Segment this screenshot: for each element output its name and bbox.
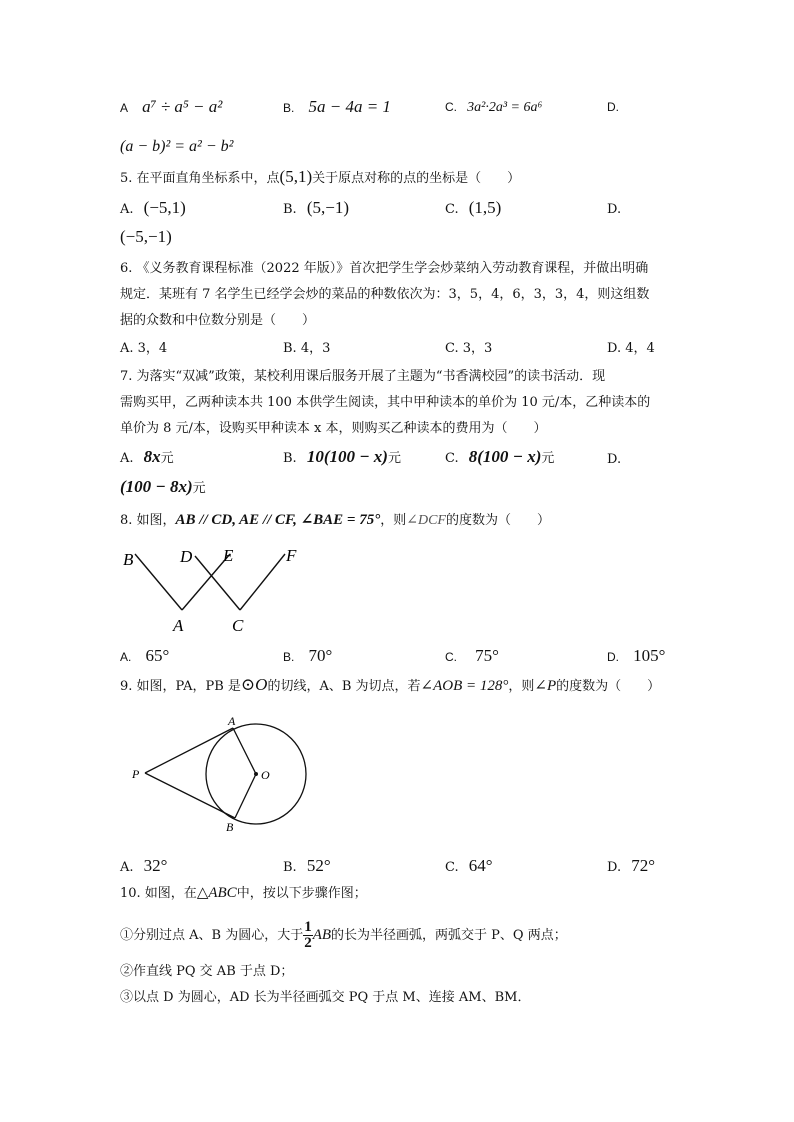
q8-option-d-label: D. [607,650,619,664]
q9-option-c [445,857,493,877]
q8-option-d-value: 105° [633,646,666,665]
q9-option-d-value: 72° [631,856,656,875]
q10-fraction-denominator: 2 [304,935,312,951]
q9-option-d [607,857,655,877]
q8-stem [120,511,550,530]
q4-option-c-label: C. [445,100,457,114]
q10-step-1-text: ①分别过点 A、B 为圆心，大于 [120,928,304,943]
q4-option-a-expr: a⁷ ÷ a⁵ − a² [142,97,223,116]
q7-option-c [445,448,554,468]
q9-circle-symbol: ⊙O [240,675,268,694]
q5-option-d-label: D. [607,202,622,217]
q7-option-d-expr-line [120,478,206,498]
q8-option-c-label: C. [445,650,457,664]
q10-step-1-ab: AB [312,927,332,943]
q8-option-a-label: A. [120,650,132,664]
q7-option-a [120,448,174,468]
q4-option-d-expr-line [120,138,233,157]
q4-option-a [120,98,222,118]
q10-fraction [303,920,313,951]
q10-fraction-numerator: 1 [304,919,312,935]
q10-triangle: △ABC [196,885,237,901]
q5-option-a-value: (−5,1) [143,198,186,217]
q4-option-c-expr: 3a²·2a³ = 6a⁶ [467,100,543,115]
q7-option-b-expr: 10(100 − x) [306,447,388,466]
q7-option-b-unit: 元 [387,451,401,466]
q5-option-d [607,201,621,219]
q7-option-a-unit: 元 [160,451,174,466]
q9-option-b-label: B. [283,860,297,875]
q7-line-2: 需购买甲，乙两种读本共 100 本供学生阅读，其中甲种读本的单价为 10 元/本，乙种读本的 [120,395,651,410]
q9-radius-ob [235,774,256,818]
q9-tangent-pa [145,728,233,773]
q5-option-a-label: A. [120,202,134,217]
q10-step-1 [120,920,567,951]
q7-option-c-expr: 8(100 − x) [468,447,542,466]
q8-option-b [283,647,332,667]
q5-stem-tail: 关于原点对称的点的坐标是（ ） [312,171,521,186]
q6-line-3: 据的众数和中位数分别是（ ） [120,313,316,328]
q7-option-a-label: A. [120,451,134,466]
q8-stem-then: ，则 [380,513,407,528]
q8-figure [118,542,318,642]
q7-option-c-label: C. [445,451,459,466]
q8-label-b: B [123,550,134,569]
q5-point: (5,1) [279,167,313,186]
q10-step-2: ②作直线 PQ 交 AB 于点 D； [120,964,294,979]
q8-segment-ba [135,554,182,610]
q7-option-d-unit: 元 [192,481,206,496]
q9-option-b [283,857,331,877]
q8-stem-text: 8. 如图， [120,513,176,528]
q9-label-a: A [228,714,236,728]
q9-option-b-value: 52° [306,856,331,875]
q9-option-a-label: A. [120,860,134,875]
q8-option-a [120,647,169,667]
q7-line-3: 单价为 8 元/本，设购买甲种读本 x 本，则购买乙种读本的费用为（ ） [120,421,547,436]
q4-option-b-expr: 5a − 4a = 1 [308,97,391,116]
q9-label-p: P [132,767,140,781]
q4-option-b [283,98,391,118]
q9-stem-text: 9. 如图，PA，PB 是 [120,679,241,694]
q9-option-c-label: C. [445,860,459,875]
q8-stem-angle: ∠DCF [406,513,446,528]
q5-option-d-value: (−5,−1) [120,227,172,246]
q6-option-c: C. 3，3 [445,341,493,356]
q5-stem [120,168,520,188]
q7-line-1: 7. 为落实“双减”政策，某校利用课后服务开展了主题为“书香满校园”的读书活动．现 [120,369,606,384]
q9-radius-oa [233,728,256,774]
q5-stem-text: 5. 在平面直角坐标系中，点 [120,171,280,186]
q8-option-b-label: B. [283,650,295,664]
q8-option-c [445,647,499,667]
q9-tangent-pb [145,773,235,818]
q5-option-b-label: B. [283,202,297,217]
q9-stem-then: ，则 [508,679,535,694]
q9-label-o: O [261,768,270,782]
q5-option-c [445,199,501,219]
q5-option-b [283,199,349,219]
q8-option-c-value: 75° [475,646,499,665]
q9-option-a [120,857,167,877]
q7-option-d [607,451,621,469]
q4-option-d-label: D. [607,100,619,114]
q6-option-b: B. 4，3 [283,341,331,356]
q5-option-a [120,199,186,219]
q9-option-d-label: D. [607,860,622,875]
q5-option-d-value-line [120,228,172,248]
q10-stem-text: 10. 如图，在 [120,886,197,901]
q4-option-d [607,98,619,117]
q9-stem-tail: 的度数为（ ） [556,679,661,694]
q4-option-b-label: B. [283,101,295,115]
q9-label-b: B [226,820,234,834]
q8-stem-tail: 的度数为（ ） [445,513,550,528]
q6-option-a: A. 3，4 [120,341,168,356]
q6-line-1: 6. 《义务教育课程标准（2022 年版）》首次把学生学会炒菜纳入劳动教育课程，并做出明确 [120,261,649,276]
q9-option-a-value: 32° [143,856,168,875]
q10-step-3: ③以点 D 为圆心，AD 长为半径画弧交 PQ 于点 M、连接 AM、BM． [120,990,531,1005]
q7-option-c-unit: 元 [541,451,555,466]
q8-segment-cf [240,554,285,610]
q9-figure [128,710,328,840]
q9-stem-mid: 的切线，A、B 为切点，若 [267,679,421,694]
q9-stem-angle: ∠AOB = 128° [420,678,509,694]
q8-option-b-value: 70° [308,646,333,665]
q7-option-b-label: B. [283,451,297,466]
q9-stem [120,676,660,696]
q9-option-c-value: 64° [468,856,493,875]
q4-option-d-expr: (a − b)² = a² − b² [120,138,234,155]
q10-stem [120,884,367,903]
q7-option-d-label: D. [607,452,622,467]
q7-option-d-expr: (100 − 8x) [120,477,193,496]
q9-stem-p: ∠P [534,678,557,694]
q8-label-f: F [286,546,297,565]
q5-option-c-label: C. [445,202,459,217]
q6-line-2: 规定．某班有 7 名学生已经学会炒的菜品的种数依次为：3，5，4，6，3，3，4，则这组数 [120,287,650,302]
q8-option-a-value: 65° [145,646,170,665]
q5-option-c-value: (1,5) [468,198,502,217]
q8-option-d [607,647,665,667]
q5-option-b-value: (5,−1) [306,198,349,217]
q4-option-a-label: A [120,101,129,115]
q10-stem-tail: 中，按以下步骤作图； [236,886,367,901]
q8-label-d: D [180,547,193,566]
q9-center-dot [254,772,258,776]
q8-label-c: C [232,616,244,635]
q8-label-e: E [223,546,234,565]
q8-label-a: A [173,616,184,635]
q8-stem-math: AB // CD, AE // CF, ∠BAE = 75° [175,512,381,528]
q7-option-b [283,448,401,468]
q10-step-1-tail: 的长为半径画弧，两弧交于 P、Q 两点； [331,928,567,943]
q7-option-a-expr: 8x [143,447,161,466]
q6-option-d: D. 4，4 [607,341,655,356]
q4-option-c [445,98,542,117]
